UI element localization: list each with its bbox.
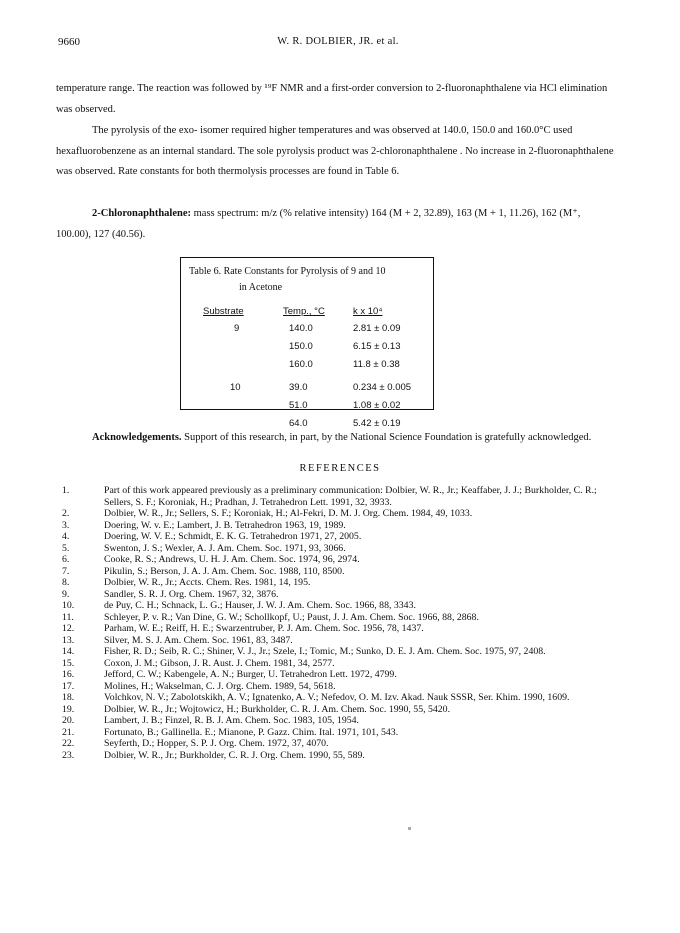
reference-number: 16. [62,669,75,680]
table-caption-line2: in Acetone [239,282,283,293]
reference-number: 2. [62,508,70,519]
table-cell-rate: 1.08 ± 0.02 [353,400,401,411]
table-caption-line1: Table 6. Rate Constants for Pyrolysis of 9 and 10 [189,266,386,277]
paragraph-exo-isomer: The pyrolysis of the exo- isomer required higher temperatures and was observed at 140.0, 150.0 and 160.0°C used hexafluorobenzene as an internal standard. The sole pyrolysis product was 2-chloronaphthalene . No increase in 2-fluoronaphthalene was observed. Rate constants for both thermolysis processes are found in Table 6. [56,125,614,177]
page-header [58,36,618,52]
reference-number: 23. [62,749,75,761]
table-header-rate: k x 10⁴ [353,306,383,317]
references-heading: REFERENCES [299,463,381,474]
reference-number: 3. [62,519,70,531]
reference-item [62,738,622,750]
reference-text: Fortunato, B.; Gallinella. E.; Mianone, P. Gazz. Chim. Ital. 1971, 101, 543. [104,726,399,738]
page-number: 9660 [58,36,80,48]
reference-number: 17. [62,680,75,692]
reference-item [62,635,622,647]
reference-item [62,577,622,589]
body-paragraph-3 [56,204,616,245]
reference-item [62,669,622,681]
acknowledgements [56,428,616,447]
reference-text: Lambert, J. B.; Finzel, R. B. J. Am. Chem. Soc. 1983, 105, 1954. [104,715,359,726]
table-cell-rate: 2.81 ± 0.09 [353,323,401,334]
reference-item [62,566,622,578]
reference-item [62,681,622,693]
acknowledgements-paragraph [56,428,616,447]
reference-item [62,600,622,612]
reference-text: Volchkov, N. V.; Zabolotskikh, A. V.; Ignatenko, A. V.; Nefedov, O. M. Izv. Akad. Nauk SSSR, Ser. Khim. 1990, 1609. [104,692,570,703]
table-cell-temp: 51.0 [289,400,308,411]
table-cell-substrate: 10 [230,382,241,393]
table-header-temp: Temp., °C [283,306,325,317]
reference-text: Dolbier, W. R., Jr.; Wojtowicz, H.; Burkholder, C. R. J. Am. Chem. Soc. 1990, 55, 5420. [104,703,451,715]
reference-number: 1. [62,485,70,496]
compound-label: 2-Chloronaphthalene: [92,208,191,219]
table-cell-temp: 140.0 [289,323,313,334]
table-cell-rate: 5.42 ± 0.19 [353,418,401,429]
references-list [62,485,622,761]
reference-text: Cooke, R. S.; Andrews, U. H. J. Am. Chem. Soc. 1974, 96, 2974. [104,554,360,565]
reference-number: 8. [62,577,70,588]
reference-text: Swenton, J. S.; Wexler, A. J. Am. Chem. Soc. 1971, 93, 3066. [104,542,346,554]
reference-number: 20. [62,715,75,726]
reference-item [62,554,622,566]
acknowledgements-label: Acknowledgements. [92,432,182,443]
acknowledgements-text: Support of this research, in part, by the National Science Foundation is gratefully acknowledged. [181,432,592,443]
reference-item [62,485,622,508]
table-cell-temp: 150.0 [289,341,313,352]
reference-number: 6. [62,554,70,565]
rate-constants-table [180,257,434,429]
scan-speck [408,827,411,830]
reference-text: Seyferth, D.; Hopper, S. P. J. Org. Chem. 1972, 37, 4070. [104,738,329,749]
reference-number: 12. [62,623,75,634]
reference-item [62,589,622,601]
reference-number: 14. [62,646,75,657]
body-paragraph-1 [56,79,616,120]
reference-number: 18. [62,692,75,703]
reference-text: Dolbier, W. R., Jr.; Sellers, S. F.; Koroniak, H.; Al-Fekri, D. M. J. Org. Chem. 1984, 49, 1033. [104,508,473,519]
table-header-substrate: Substrate [203,306,244,317]
reference-text: Sandler, S. R. J. Org. Chem. 1967, 32, 3876. [104,588,279,600]
reference-number: 5. [62,542,70,554]
table-cell-rate: 11.8 ± 0.38 [353,359,400,370]
table-cell-temp: 64.0 [289,418,308,429]
running-head: W. R. DOLBIER, JR. et al. [277,36,399,47]
reference-number: 10. [62,600,75,611]
reference-number: 22. [62,738,75,749]
reference-text: Molines, H.; Wakselman, C. J. Org. Chem. 1989, 54, 5618. [104,680,336,692]
reference-number: 4. [62,531,70,542]
table-cell-rate: 0.234 ± 0.005 [353,382,412,393]
reference-text: Coxon, J. M.; Gibson, J. R. Aust. J. Chem. 1981, 34, 2577. [104,657,335,669]
reference-text: Dolbier, W. R., Jr.; Burkholder, C. R. J. Org. Chem. 1990, 55, 589. [104,749,365,761]
reference-text: Jefford, C. W.; Kabengele, A. N.; Burger, U. Tetrahedron Lett. 1972, 4799. [104,669,397,680]
reference-number: 19. [62,703,75,715]
reference-item [62,520,622,532]
paragraph-continuation: temperature range. The reaction was followed by ¹⁹F NMR and a first-order conversion to 2-fluoronaphthalene via HCl elimination was observed. [56,83,608,115]
reference-number: 15. [62,657,75,669]
table-caption [189,264,386,296]
table-cell-temp: 160.0 [289,359,313,370]
reference-item [62,543,622,555]
reference-item [62,646,622,658]
reference-text: Dolbier, W. R., Jr.; Accts. Chem. Res. 1981, 14, 195. [104,577,311,588]
reference-text: Fisher, R. D.; Seib, R. C.; Shiner, V. J., Jr.; Szele, I.; Tomic, M.; Sunko, D. E. J. Am. Chem. Soc. 1975, 97, 2408. [104,646,546,657]
reference-number: 7. [62,565,70,577]
reference-text: Pikulin, S.; Berson, J. A. J. Am. Chem. Soc. 1988, 110, 8500. [104,565,345,577]
reference-item [62,612,622,624]
reference-text: de Puy, C. H.; Schnack, L. G.; Hauser, J. W. J. Am. Chem. Soc. 1966, 88, 3343. [104,600,416,611]
table-cell-rate: 6.15 ± 0.13 [353,341,401,352]
reference-item [62,658,622,670]
reference-item [62,508,622,520]
reference-item [62,623,622,635]
reference-text: Doering, W. v. E.; Lambert, J. B. Tetrahedron 1963, 19, 1989. [104,519,346,531]
table-cell-temp: 39.0 [289,382,308,393]
reference-item [62,715,622,727]
reference-text: Parham, W. E.; Reiff, H. E.; Swarzentruber, P. J. Am. Chem. Soc. 1956, 78, 1437. [104,623,424,634]
table-cell-substrate: 9 [234,323,240,334]
reference-number: 13. [62,634,75,646]
mass-spectrum-text: mass spectrum: m/z (% relative intensity) 164 (M + 2, 32.89), 163 (M + 1, 11.26), 162 (M⁺, 100.00), 127 (40.56). [56,208,581,240]
reference-item [62,704,622,716]
reference-number: 11. [62,611,74,623]
reference-text: Silver, M. S. J. Am. Chem. Soc. 1961, 83, 3487. [104,634,293,646]
reference-item [62,692,622,704]
reference-number: 9. [62,588,70,600]
reference-text: Schleyer, P. v. R.; Van Dine, G. W.; Schollkopf, U.; Paust, J. J. Am. Chem. Soc. 1966, 88, 2868. [104,611,479,623]
reference-item [62,531,622,543]
reference-item [62,727,622,739]
reference-text: Part of this work appeared previously as a preliminary communication: Dolbier, W. R., Jr.; Keaffaber, J. J.; Burkholder, C. R.; Sellers, S. F.; Koroniak, H.; Pradhan, J. Tetrahedron Lett. 1991, 32, 3933. [104,485,597,508]
reference-text: Doering, W. V. E.; Schmidt, E. K. G. Tetrahedron 1971, 27, 2005. [104,531,362,542]
reference-item [62,750,622,762]
reference-number: 21. [62,726,75,738]
paragraph-mass-spectrum [56,204,616,245]
body-paragraph-2 [56,121,616,183]
